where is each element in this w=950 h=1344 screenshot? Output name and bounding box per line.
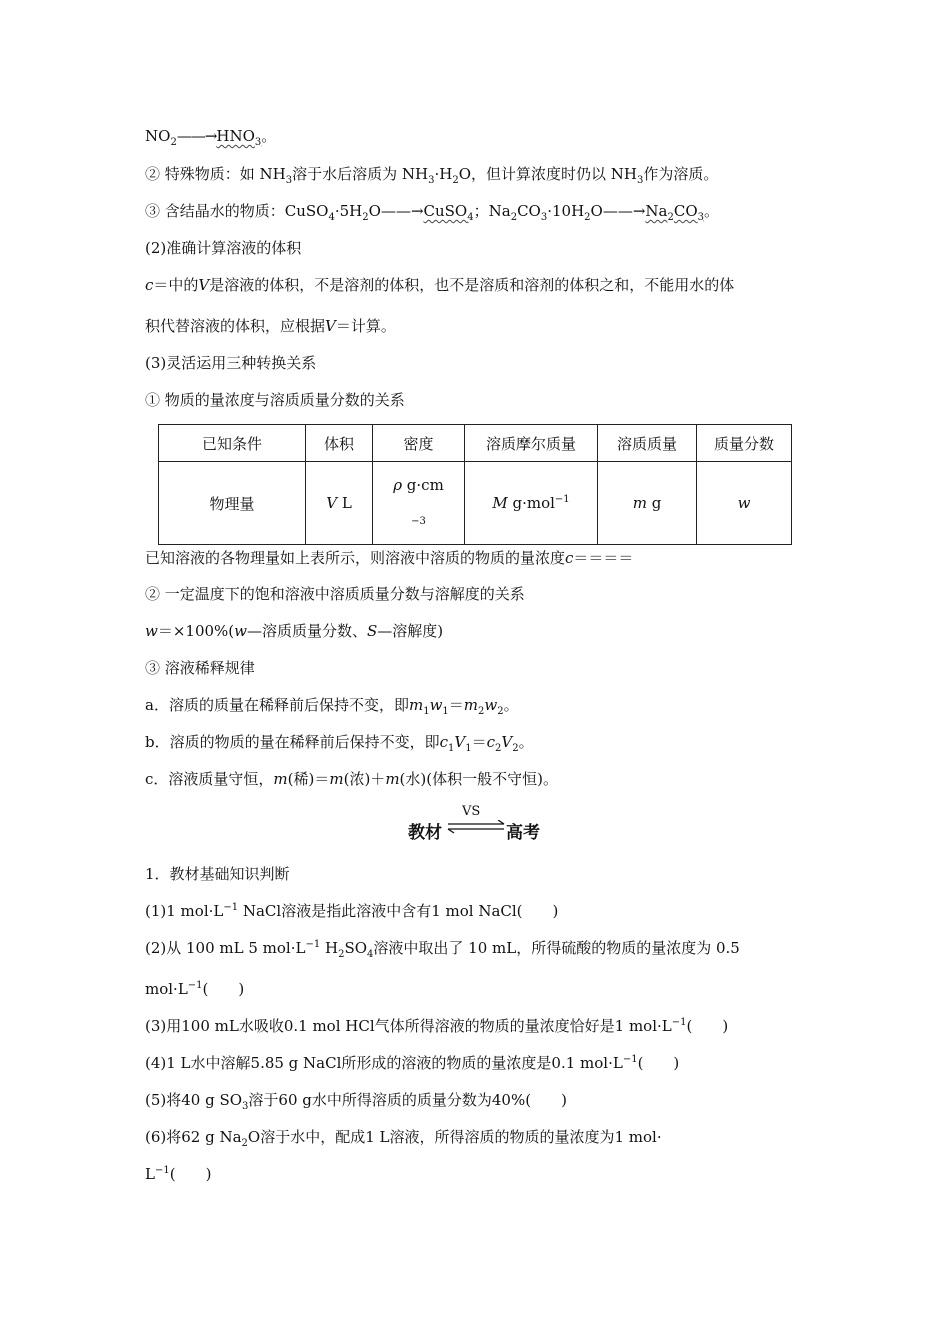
text-line: ③ 溶液稀释规律 [145, 659, 255, 677]
table-cell: ρ g·cm −3 [373, 462, 465, 545]
question-item: (2)从 100 mL 5 $mol\cdot L^{-1}$ $H_2SO_4$溶液中取出了 10 mL，所得硫酸的物质的量浓度为 0.5 [145, 939, 740, 960]
section-heading: (3)灵活运用三种转换关系 [145, 354, 317, 372]
text-line: 已知溶液的各物理量如上表所示，则溶液中溶质的物质的量浓度c＝＝＝＝ [145, 549, 634, 567]
question-item: $L^{-1}$( ) [145, 1165, 212, 1183]
text-line: ③ 含结晶水的物质：$CuSO_4\cdot 5H_2O——\to CuSO_4$；$Na_2CO_3\cdot 10H_2O——\to Na_2CO_3$。 [145, 202, 720, 223]
formula-line: w＝×100%(w—溶质质量分数、S—溶解度) [145, 622, 444, 640]
table-cell: V L [306, 462, 373, 545]
question-item: (1)1 $mol\cdot L^{-1}$ NaCl溶液是指此溶液中含有1 mol NaCl( ) [145, 902, 559, 920]
table-cell: 物理量 [159, 462, 306, 545]
banner-left-label: 教材 [408, 823, 442, 843]
question-item: (3)用100 mL水吸收0.1 mol HCl气体所得溶液的物质的量浓度恰好是1 $mol\cdot L^{-1}$( ) [145, 1017, 729, 1035]
question-item: $mol\cdot L^{-1}$( ) [145, 980, 245, 998]
table-header-cell: 密度 [373, 425, 465, 462]
table-cell: M g·mol$^{-1}$ [465, 462, 598, 545]
table-cell: w [697, 462, 792, 545]
table-header-row [159, 425, 792, 462]
double-arrow-icon [446, 820, 506, 834]
textbook-vs-exam-banner [408, 806, 548, 846]
table-row [159, 462, 792, 545]
text-line: a．溶质的质量在稀释前后保持不变，即$m_1w_1=m_2w_2$。 [145, 696, 519, 717]
question-item: (6)将62 g $Na_2O$溶于水中，配成1 L溶液，所得溶质的物质的量浓度为1 mol· [145, 1128, 662, 1149]
table-header-cell: 溶质质量 [598, 425, 697, 462]
table-header-cell: 质量分数 [697, 425, 792, 462]
banner-vs-label: VS [462, 804, 481, 819]
question-item: (4)1 L水中溶解5.85 g NaCl所形成的溶液的物质的量浓度是0.1 $mol\cdot L^{-1}$( ) [145, 1054, 680, 1072]
text-line: c＝中的V是溶液的体积，不是溶剂的体积，也不是溶质和溶剂的体积之和，不能用水的体 [145, 276, 735, 294]
table-header-cell: 体积 [306, 425, 373, 462]
text-line: ② 特殊物质：如 $NH_3$溶于水后溶质为 $NH_3\cdot H_2O$，但计算浓度时仍以 $NH_3$作为溶质。 [145, 165, 719, 186]
table-cell: m g [598, 462, 697, 545]
relationship-table [158, 424, 792, 545]
text-line: ② 一定温度下的饱和溶液中溶质质量分数与溶解度的关系 [145, 585, 525, 603]
text-line: c．溶液质量守恒，m(稀)＝m(浓)＋m(水)(体积一般不守恒)。 [145, 770, 558, 788]
text-line: ① 物质的量浓度与溶质质量分数的关系 [145, 391, 405, 409]
table-header-cell: 溶质摩尔质量 [465, 425, 598, 462]
question-item: (5)将40 g $SO_3$溶于60 g水中所得溶质的质量分数为40%( ) [145, 1091, 567, 1112]
text-line: b．溶质的物质的量在稀释前后保持不变，即$c_1V_1=c_2V_2$。 [145, 733, 534, 754]
text-line: 积代替溶液的体积，应根据V＝计算。 [145, 317, 396, 335]
banner-right-label: 高考 [506, 823, 540, 843]
section-heading: 1．教材基础知识判断 [145, 865, 290, 883]
table-header-cell: 已知条件 [159, 425, 306, 462]
text-line: $NO_2——\to HNO_3$。 [145, 127, 277, 148]
section-heading: (2)准确计算溶液的体积 [145, 239, 302, 257]
